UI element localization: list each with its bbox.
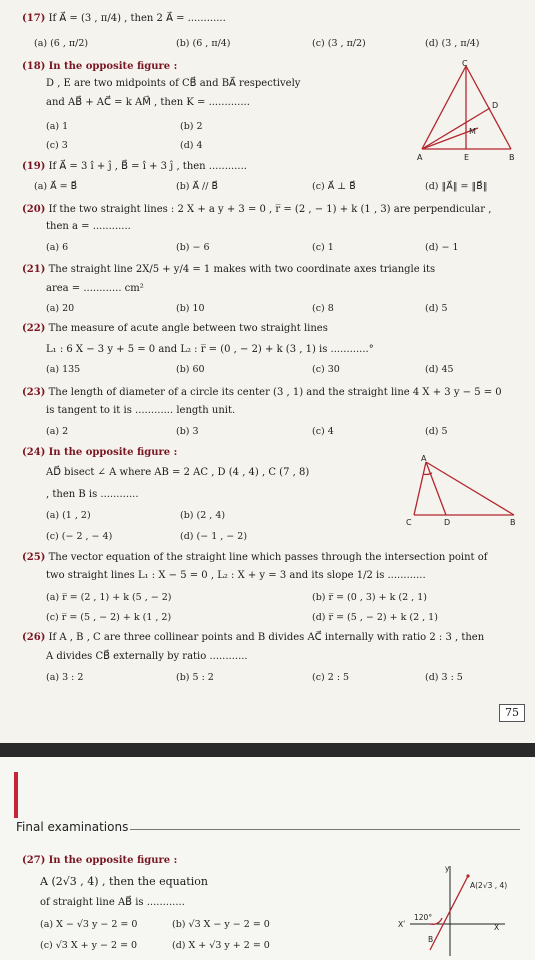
q17-choice-b: (b) (6 , π/4)	[176, 38, 231, 49]
q23-choice-a: (a) 2	[46, 426, 69, 437]
q27-figure	[390, 862, 525, 958]
q25-choice-c: (c) r̅ = (5 , − 2) + k (1 , 2)	[46, 612, 172, 623]
page-separator	[0, 743, 535, 757]
question-23: (23) The length of diameter of a circle its center (3 , 1) and the straight line 4 X + 3 y − 5 = 0	[22, 387, 502, 398]
q25-line-2: two straight lines L₁ : X − 5 = 0 , L₂ : X + y = 3 and its slope 1/2 is ............	[46, 570, 426, 581]
q18-line-1: D , E are two midpoints of CB⃗ and BA⃗ respectively	[46, 78, 301, 89]
q24-choice-c: (c) (− 2 , − 4)	[46, 531, 113, 542]
fig-label-d: D	[492, 101, 499, 110]
q26-choice-d: (d) 3 : 5	[425, 672, 463, 683]
q27-choice-a: (a) X − √3 y − 2 = 0	[40, 919, 138, 930]
question-22: (22) The measure of acute angle between two straight lines	[22, 323, 328, 334]
q24-choice-d: (d) (− 1 , − 2)	[180, 531, 248, 542]
question-18-heading: (18) In the opposite figure :	[22, 61, 178, 72]
fig-label-b: B	[428, 935, 434, 944]
q23-line-2: is tangent to it is ............ length unit.	[46, 405, 236, 416]
q21-choice-b: (b) 10	[176, 303, 205, 314]
q17-choice-d: (d) (3 , π/4)	[425, 38, 480, 49]
question-26: (26) If A , B , C are three collinear points and B divides AC⃗ internally with ratio 2 : 3 , then	[22, 632, 485, 643]
q25-choice-a: (a) r̅ = (2 , 1) + k (5 , − 2)	[46, 592, 172, 603]
fig-label-c: C	[406, 518, 412, 527]
q26-line-2: A divides CB⃗ externally by ratio ............	[46, 651, 248, 662]
q23-choice-c: (c) 4	[312, 426, 334, 437]
fig-label-a: A	[421, 454, 427, 463]
fig-angle-label: 120°	[414, 913, 433, 922]
q22-choice-d: (d) 45	[425, 364, 454, 375]
q26-choice-a: (a) 3 : 2	[46, 672, 84, 683]
q22-choice-c: (c) 30	[312, 364, 340, 375]
fig-axis-x-neg: Xʹ	[398, 920, 406, 929]
q27-line-1: A (2√3 , 4) , then the equation	[40, 875, 208, 888]
fig-label-e: E	[464, 153, 470, 162]
q22-choice-b: (b) 60	[176, 364, 205, 375]
q21-choice-c: (c) 8	[312, 303, 334, 314]
q17-choice-c: (c) (3 , π/2)	[312, 38, 366, 49]
q24-line-1: AD⃗ bisect ∠ A where AB = 2 AC , D (4 , 4) , C (7 , 8)	[46, 467, 310, 478]
question-27-heading: (27) In the opposite figure :	[22, 855, 178, 866]
red-margin-bar	[14, 772, 18, 818]
q21-choice-d: (d) 5	[425, 303, 448, 314]
q24-choice-a: (a) (1 , 2)	[46, 510, 91, 521]
q25-choice-d: (d) r̅ = (5 , − 2) + k (2 , 1)	[312, 612, 438, 623]
fig-axis-y: y	[445, 864, 450, 873]
q25-choice-b: (b) r̅ = (0 , 3) + k (2 , 1)	[312, 592, 427, 603]
q23-choice-d: (d) 5	[425, 426, 448, 437]
q22-choice-a: (a) 135	[46, 364, 81, 375]
fig-axis-x: X	[494, 923, 500, 932]
q20-line-2: then a = ............	[46, 221, 131, 232]
q19-choice-b: (b) A⃗ // B⃗	[176, 181, 218, 192]
question-17: (17) If A⃗ = (3 , π/4) , then 2 A⃗ = ............	[22, 13, 226, 24]
fig-label-a: A(2√3 , 4)	[470, 881, 508, 890]
point-a-dot	[466, 874, 469, 877]
q18-choice-a: (a) 1	[46, 121, 69, 132]
question-20: (20) If the two straight lines : 2 X + a y + 3 = 0 , r̅ = (2 , − 1) + k (1 , 3) are perpendicular ,	[22, 204, 492, 215]
q20-choice-a: (a) 6	[46, 242, 69, 253]
q21-line-2: area = ............ cm²	[46, 283, 144, 294]
fig-label-b: B	[510, 518, 516, 527]
q19-choice-c: (c) A⃗ ⊥ B⃗	[312, 181, 356, 192]
q27-choice-c: (c) √3 X + y − 2 = 0	[40, 940, 138, 951]
section-rule	[130, 829, 520, 830]
q18-choice-d: (d) 4	[180, 140, 203, 151]
q26-choice-b: (b) 5 : 2	[176, 672, 214, 683]
q27-choice-d: (d) X + √3 y + 2 = 0	[172, 940, 270, 951]
q18-choice-c: (c) 3	[46, 140, 68, 151]
q23-choice-b: (b) 3	[176, 426, 199, 437]
page-number: 75	[499, 704, 525, 722]
question-24-heading: (24) In the opposite figure :	[22, 447, 178, 458]
fig-label-d: D	[444, 518, 451, 527]
q24-choice-b: (b) (2 , 4)	[180, 510, 226, 521]
fig-label-c: C	[462, 59, 468, 68]
q20-choice-b: (b) − 6	[176, 242, 210, 253]
q20-choice-d: (d) − 1	[425, 242, 459, 253]
q22-line-2: L₁ : 6 X − 3 y + 5 = 0 and L₂ : r̅ = (0 , − 2) + k (3 , 1) is ............°	[46, 344, 374, 355]
fig-label-a: A	[417, 153, 423, 162]
fig-label-m: M	[469, 127, 476, 136]
q27-choice-b: (b) √3 X − y − 2 = 0	[172, 919, 270, 930]
section-title: Final examinations	[16, 820, 129, 834]
q26-choice-c: (c) 2 : 5	[312, 672, 350, 683]
q18-line-2: and AB⃗ + AC⃗ = k AM⃗ , then K = .............	[46, 97, 250, 108]
question-19: (19) If A⃗ = 3 î + ĵ , B⃗ = î + 3 ĵ , then ............	[22, 161, 247, 172]
q18-figure	[412, 58, 524, 166]
q17-choice-a: (a) (6 , π/2)	[34, 38, 89, 49]
q21-choice-a: (a) 20	[46, 303, 75, 314]
question-21: (21) The straight line 2X/5 + y/4 = 1 makes with two coordinate axes triangle its	[22, 264, 436, 275]
question-25: (25) The vector equation of the straight line which passes through the intersection point of	[22, 552, 488, 563]
q20-choice-c: (c) 1	[312, 242, 334, 253]
q24-figure	[402, 452, 524, 532]
fig-label-b: B	[509, 153, 515, 162]
q19-choice-a: (a) A⃗ = B⃗	[34, 181, 78, 192]
q18-choice-b: (b) 2	[180, 121, 203, 132]
q19-choice-d: (d) ‖A⃗‖ = ‖B⃗‖	[425, 181, 488, 192]
q24-line-2: , then B is ............	[46, 489, 139, 500]
q27-line-2: of straight line AB⃗ is ............	[40, 897, 185, 908]
